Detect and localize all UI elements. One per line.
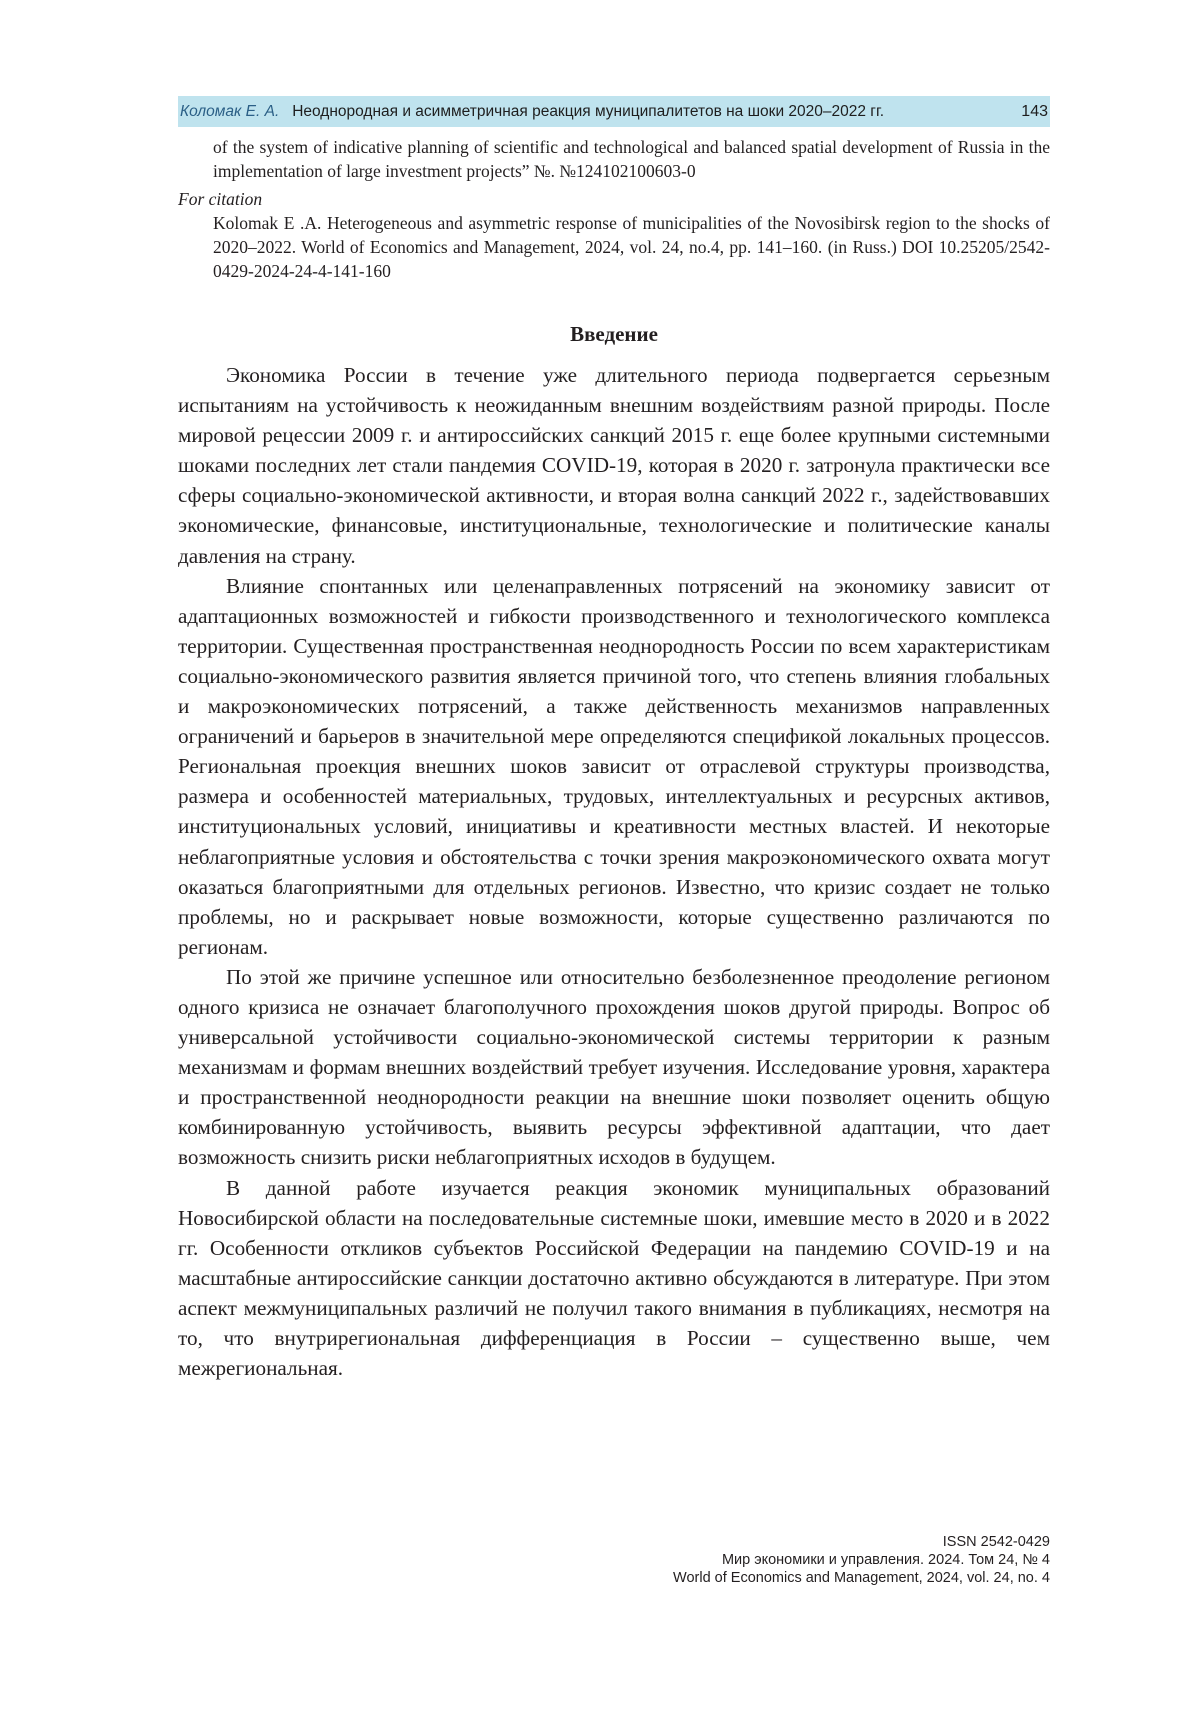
footer-issn: ISSN 2542-0429 bbox=[942, 1534, 1050, 1550]
running-header-authors: Коломак Е. А. bbox=[180, 102, 280, 120]
article-meta bbox=[178, 135, 1050, 283]
article-body bbox=[178, 360, 1050, 1383]
running-header-title-wrap bbox=[180, 103, 884, 121]
body-paragraph: По этой же причине успешное или относительно безболезненное преодоление регионом одного кризиса не означает благополучного прохождения шоков другой природы. Вопрос об универсальной устойчивости социально-экономической системы территории к разным механизмам и формам внешних воздействий требует изучения. Исследование уровня, характера и пространственной неоднородности реакции на внешние шоки позволяет оценить общую комбинированную устойчивость, выявить ресурсы эффективной адаптации, что дает возможность снизить риски неблагоприятных исходов в будущем. bbox=[178, 964, 1050, 1170]
running-header bbox=[178, 96, 1050, 127]
page-number: 143 bbox=[1021, 102, 1048, 120]
section-title: Введение bbox=[570, 322, 658, 346]
body-paragraph: Влияние спонтанных или целенаправленных потрясений на экономику зависит от адаптационных возможностей и гибкости производственного и технологического комплекса территории. Существенная пространственная неоднородность России по всем характеристикам социально-экономического развития является причиной того, что степень влияния глобальных и макроэкономических потрясений, а также действенность механизмов направленных ограничений и барьеров в значительной мере определяются спецификой локальных процессов. Региональная проекция внешних шоков зависит от отраслевой структуры производства, размера и особенностей материальных, трудовых, интеллектуальных и ресурсных активов, институциональных условий, инициативы и креативности местных властей. И некоторые неблагоприятные условия и обстоятельства с точки зрения макроэкономического охвата могут оказаться благоприятными для отдельных регионов. Известно, что кризис создает не только проблемы, но и раскрывает новые возможности, которые существенно различаются по регионам. bbox=[178, 573, 1050, 959]
funding-continuation: of the system of indicative planning of scientific and technological and balanced spatial development of Russia in the implementation of large investment projects” №. №124102100603-0 bbox=[213, 137, 1050, 181]
citation-text: Kolomak E .A. Heterogeneous and asymmetric response of municipalities of the Novosibirsk region to the shocks of 2020–2022. World of Economics and Management, 2024, vol. 24, no.4, pp. 141–160. (in Russ.) DOI 10.25205/2542-0429-2024-24-4-141-160 bbox=[213, 213, 1050, 281]
citation-label: For citation bbox=[178, 189, 263, 209]
footer-journal-en: World of Economics and Management, 2024, vol. 24, no. 4 bbox=[673, 1570, 1050, 1586]
page-footer bbox=[673, 1533, 1050, 1587]
page-content bbox=[178, 96, 1050, 1383]
footer-journal-ru: Мир экономики и управления. 2024. Том 24, № 4 bbox=[721, 1552, 1050, 1568]
body-paragraph: В данной работе изучается реакция экономик муниципальных образований Новосибирской области на последовательные системные шоки, имевшие место в 2020 и в 2022 гг. Особенности откликов субъектов Российской Федерации на пандемию COVID-19 и на масштабные антироссийские санкции достаточно активно обсуждаются в литературе. При этом аспект межмуниципальных различий не получил такого внимания в публикациях, несмотря на то, что внутрирегиональная дифференциация в России – существенно выше, чем межрегиональная. bbox=[178, 1175, 1050, 1381]
body-paragraph: Экономика России в течение уже длительного периода подвергается серьезным испытаниям на устойчивость к неожиданным внешним воздействиям разной природы. После мировой рецессии 2009 г. и антироссийских санкций 2015 г. еще более крупными системными шоками последних лет стали пандемия COVID-19, которая в 2020 г. затронула практически все сферы социально-экономической активности, и вторая волна санкций 2022 г., задействовавших экономические, финансовые, институциональные, технологические и политические каналы давления на страну. bbox=[178, 363, 1050, 568]
running-header-title: Неоднородная и асимметричная реакция муниципалитетов на шоки 2020–2022 гг. bbox=[292, 102, 885, 120]
